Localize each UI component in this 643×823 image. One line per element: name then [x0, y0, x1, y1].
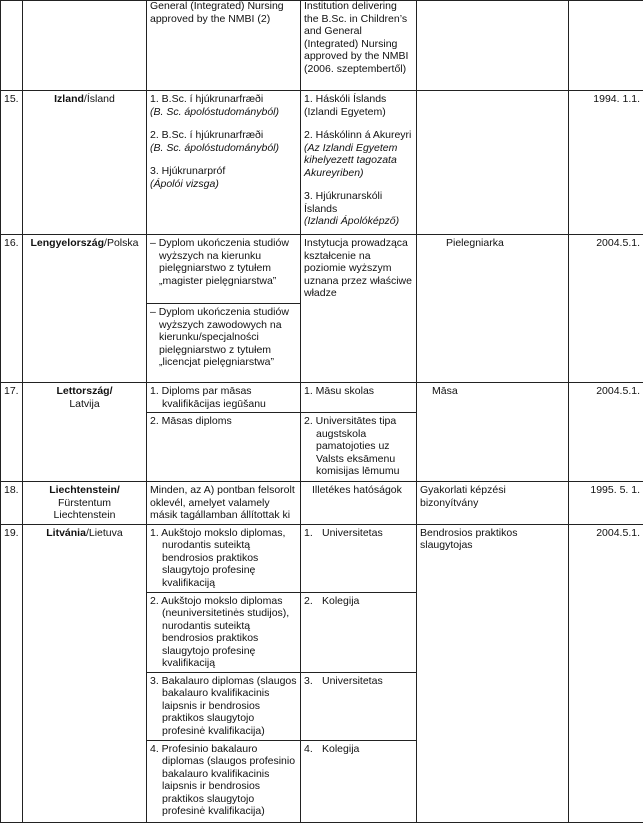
institution-2-number: 2. — [304, 594, 313, 607]
institution-4: Kolegija — [322, 742, 360, 755]
qualification-2-translation: (B. Sc. ápolóstudományból) — [150, 141, 279, 154]
qualification-cell — [147, 304, 301, 383]
qualification-3: 3. Bakalauro diplomas (slaugos bakalauro kvalifikacinis laipsnis ir bendrosios praktikos slaugytojo profesinė kvalifikacija) — [150, 674, 297, 737]
professional-title: Pielegniarka — [446, 237, 504, 249]
institution-1: 1. Māsu skolas — [304, 385, 375, 397]
qualification-cell — [147, 740, 301, 822]
institution-2: 2. Universitātes tipa augstskola pamatojoties uz Valsts eksāmenu komisijas lēmumu — [304, 415, 400, 477]
qualification-cell — [147, 524, 301, 592]
country-name-native: /Ísland — [83, 93, 115, 105]
qualification-3-translation: (Ápolói vizsga) — [150, 177, 219, 190]
country-name-native: Latvija — [69, 397, 100, 410]
institution-cell — [301, 740, 417, 822]
table-row-iceland — [1, 91, 643, 235]
qualification-cell — [147, 672, 301, 740]
institution-cell — [301, 1, 417, 91]
date-cell: 1994. 1.1. — [569, 91, 643, 235]
title-cell — [417, 383, 569, 482]
date-cell: 1995. 5. 1. — [569, 482, 643, 525]
institution-3: Universitetas — [322, 674, 383, 687]
country-cell — [23, 235, 147, 383]
institution-3-translation: (Izlandi Ápolóképző) — [304, 215, 400, 227]
qualification-cell — [147, 592, 301, 672]
institution-2: 2. Háskólinn á Akureyri — [304, 129, 412, 141]
institution-cell — [301, 592, 417, 672]
institution-1: Universitetas — [322, 526, 383, 539]
institution-2: Kolegija — [322, 594, 360, 607]
country-cell — [23, 482, 147, 525]
row-number: 18. — [1, 482, 23, 525]
table-row-latvia — [1, 383, 643, 413]
professional-title: Māsa — [432, 385, 458, 397]
row-number: 17. — [1, 383, 23, 482]
title-cell — [417, 1, 569, 91]
institution-cell — [301, 383, 417, 413]
qualification-1-translation: (B. Sc. ápolóstudományból) — [150, 105, 279, 118]
qualification-cell — [147, 91, 301, 235]
institution-text: Institution delivering the B.Sc. in Children’s and General (Integrated) Nursing approved by the NMBI (2006. szeptembertől) — [304, 0, 409, 75]
qualification-4: 4. Profesinio bakalauro diplomas (slaugos profesinio bakalauro kvalifikacinis laipsnis ir bendrosios praktikos slaugytojo profesinė kvalifikacija) — [150, 742, 296, 817]
row-number-cell — [1, 1, 23, 91]
qualification-1: 1. Diploms par māsas kvalifikācijas iegūšanu — [150, 385, 266, 410]
date-cell: 2004.5.1. — [569, 383, 643, 482]
qualification-cell — [147, 235, 301, 304]
qualification-2: 2. Aukštojo mokslo diplomas (neuniversitetinės studijos), nurodantis suteiktą bendrosios praktikos slaugytojo profesinę kvalifikaciją — [150, 594, 290, 669]
institution-3-number: 3. — [304, 674, 313, 687]
institution-cell — [301, 672, 417, 740]
institution-1: 1. Háskóli Íslands — [304, 93, 387, 105]
country-name-hu: Lengyelország — [30, 237, 105, 249]
table-row-liechtenstein — [1, 482, 643, 525]
qualification-2: 2. B.Sc. í hjúkrunarfræði — [150, 129, 264, 141]
country-cell — [23, 1, 147, 91]
institution-1-number: 1. — [304, 526, 313, 539]
qualification-text: Minden, az A) pontban felsorolt oklevél, amelyet valamely másik tagállamban állítottak ki — [150, 484, 295, 521]
qualification-2: – Dyplom ukończenia studiów wyższych zawodowych na kierunku/specjalności pielęgniarstwo z tytułem „licencjat pielęgniarstwa” — [150, 306, 289, 368]
institution-cell — [301, 235, 417, 383]
qualification-1: 1. Aukštojo mokslo diplomas, nurodantis suteiktą bendrosios praktikos slaugytojo profesinę kvalifikaciją — [150, 526, 286, 589]
row-number: 15. — [1, 91, 23, 235]
qualification-1: – Dyplom ukończenia studiów wyższych na kierunku pielęgniarstwo z tytułem „magister pielęgniarstwa” — [150, 237, 289, 287]
institution-cell — [301, 482, 417, 525]
country-name-hu: Lettország/ — [56, 385, 113, 397]
title-cell — [417, 524, 569, 822]
row-number: 16. — [1, 235, 23, 383]
table-row-lithuania — [1, 524, 643, 592]
country-name-hu: Izland — [54, 93, 84, 105]
title-cell — [417, 91, 569, 235]
country-name-native: /Polska — [104, 237, 139, 249]
qualification-cell — [147, 413, 301, 482]
professional-title: Gyakorlati képzési bizonyítvány — [420, 484, 506, 509]
institution-2-translation: (Az Izlandi Egyetem kihelyezett tagozata Akureyriben) — [304, 141, 398, 179]
table-row-continuation — [1, 1, 643, 91]
institution-cell — [301, 91, 417, 235]
qualification-cell — [147, 482, 301, 525]
qualification-cell — [147, 383, 301, 413]
institution-text: Instytucja prowadząca kształcenie na poziomie wyższym uznana przez właściwe władze — [304, 237, 412, 299]
qualification-2: 2. Māsas diploms — [150, 415, 232, 427]
country-cell — [23, 91, 147, 235]
qualification-1: 1. B.Sc. í hjúkrunarfræði — [150, 93, 264, 105]
country-name-hu: Liechtenstein/ — [49, 484, 120, 496]
country-cell — [23, 524, 147, 822]
institution-cell — [301, 413, 417, 482]
professional-title: Bendrosios praktikos slaugytojas — [420, 526, 518, 551]
institution-cell — [301, 524, 417, 592]
row-number: 19. — [1, 524, 23, 822]
date-cell: 2004.5.1. — [569, 235, 643, 383]
title-cell — [417, 482, 569, 525]
date-cell: 2004.5.1. — [569, 524, 643, 822]
country-name-native: Fürstentum Liechtenstein — [53, 496, 116, 521]
institution-text: Illetékes hatóságok — [312, 484, 402, 496]
qualification-cell — [147, 1, 301, 91]
qualification-text: General (Integrated) Nursing approved by the NMBI (2) — [150, 0, 284, 25]
institution-4-number: 4. — [304, 742, 313, 755]
table-row-poland — [1, 235, 643, 304]
institution-3: 3. Hjúkrunarskóli Íslands — [304, 190, 383, 215]
qualification-3: 3. Hjúkrunarpróf — [150, 165, 226, 177]
title-cell — [417, 235, 569, 383]
date-cell — [569, 1, 643, 91]
country-cell — [23, 383, 147, 482]
country-name-hu: Litvánia — [46, 526, 86, 539]
institution-1-translation: (Izlandi Egyetem) — [304, 105, 386, 118]
country-name-native: /Lietuva — [85, 526, 123, 539]
